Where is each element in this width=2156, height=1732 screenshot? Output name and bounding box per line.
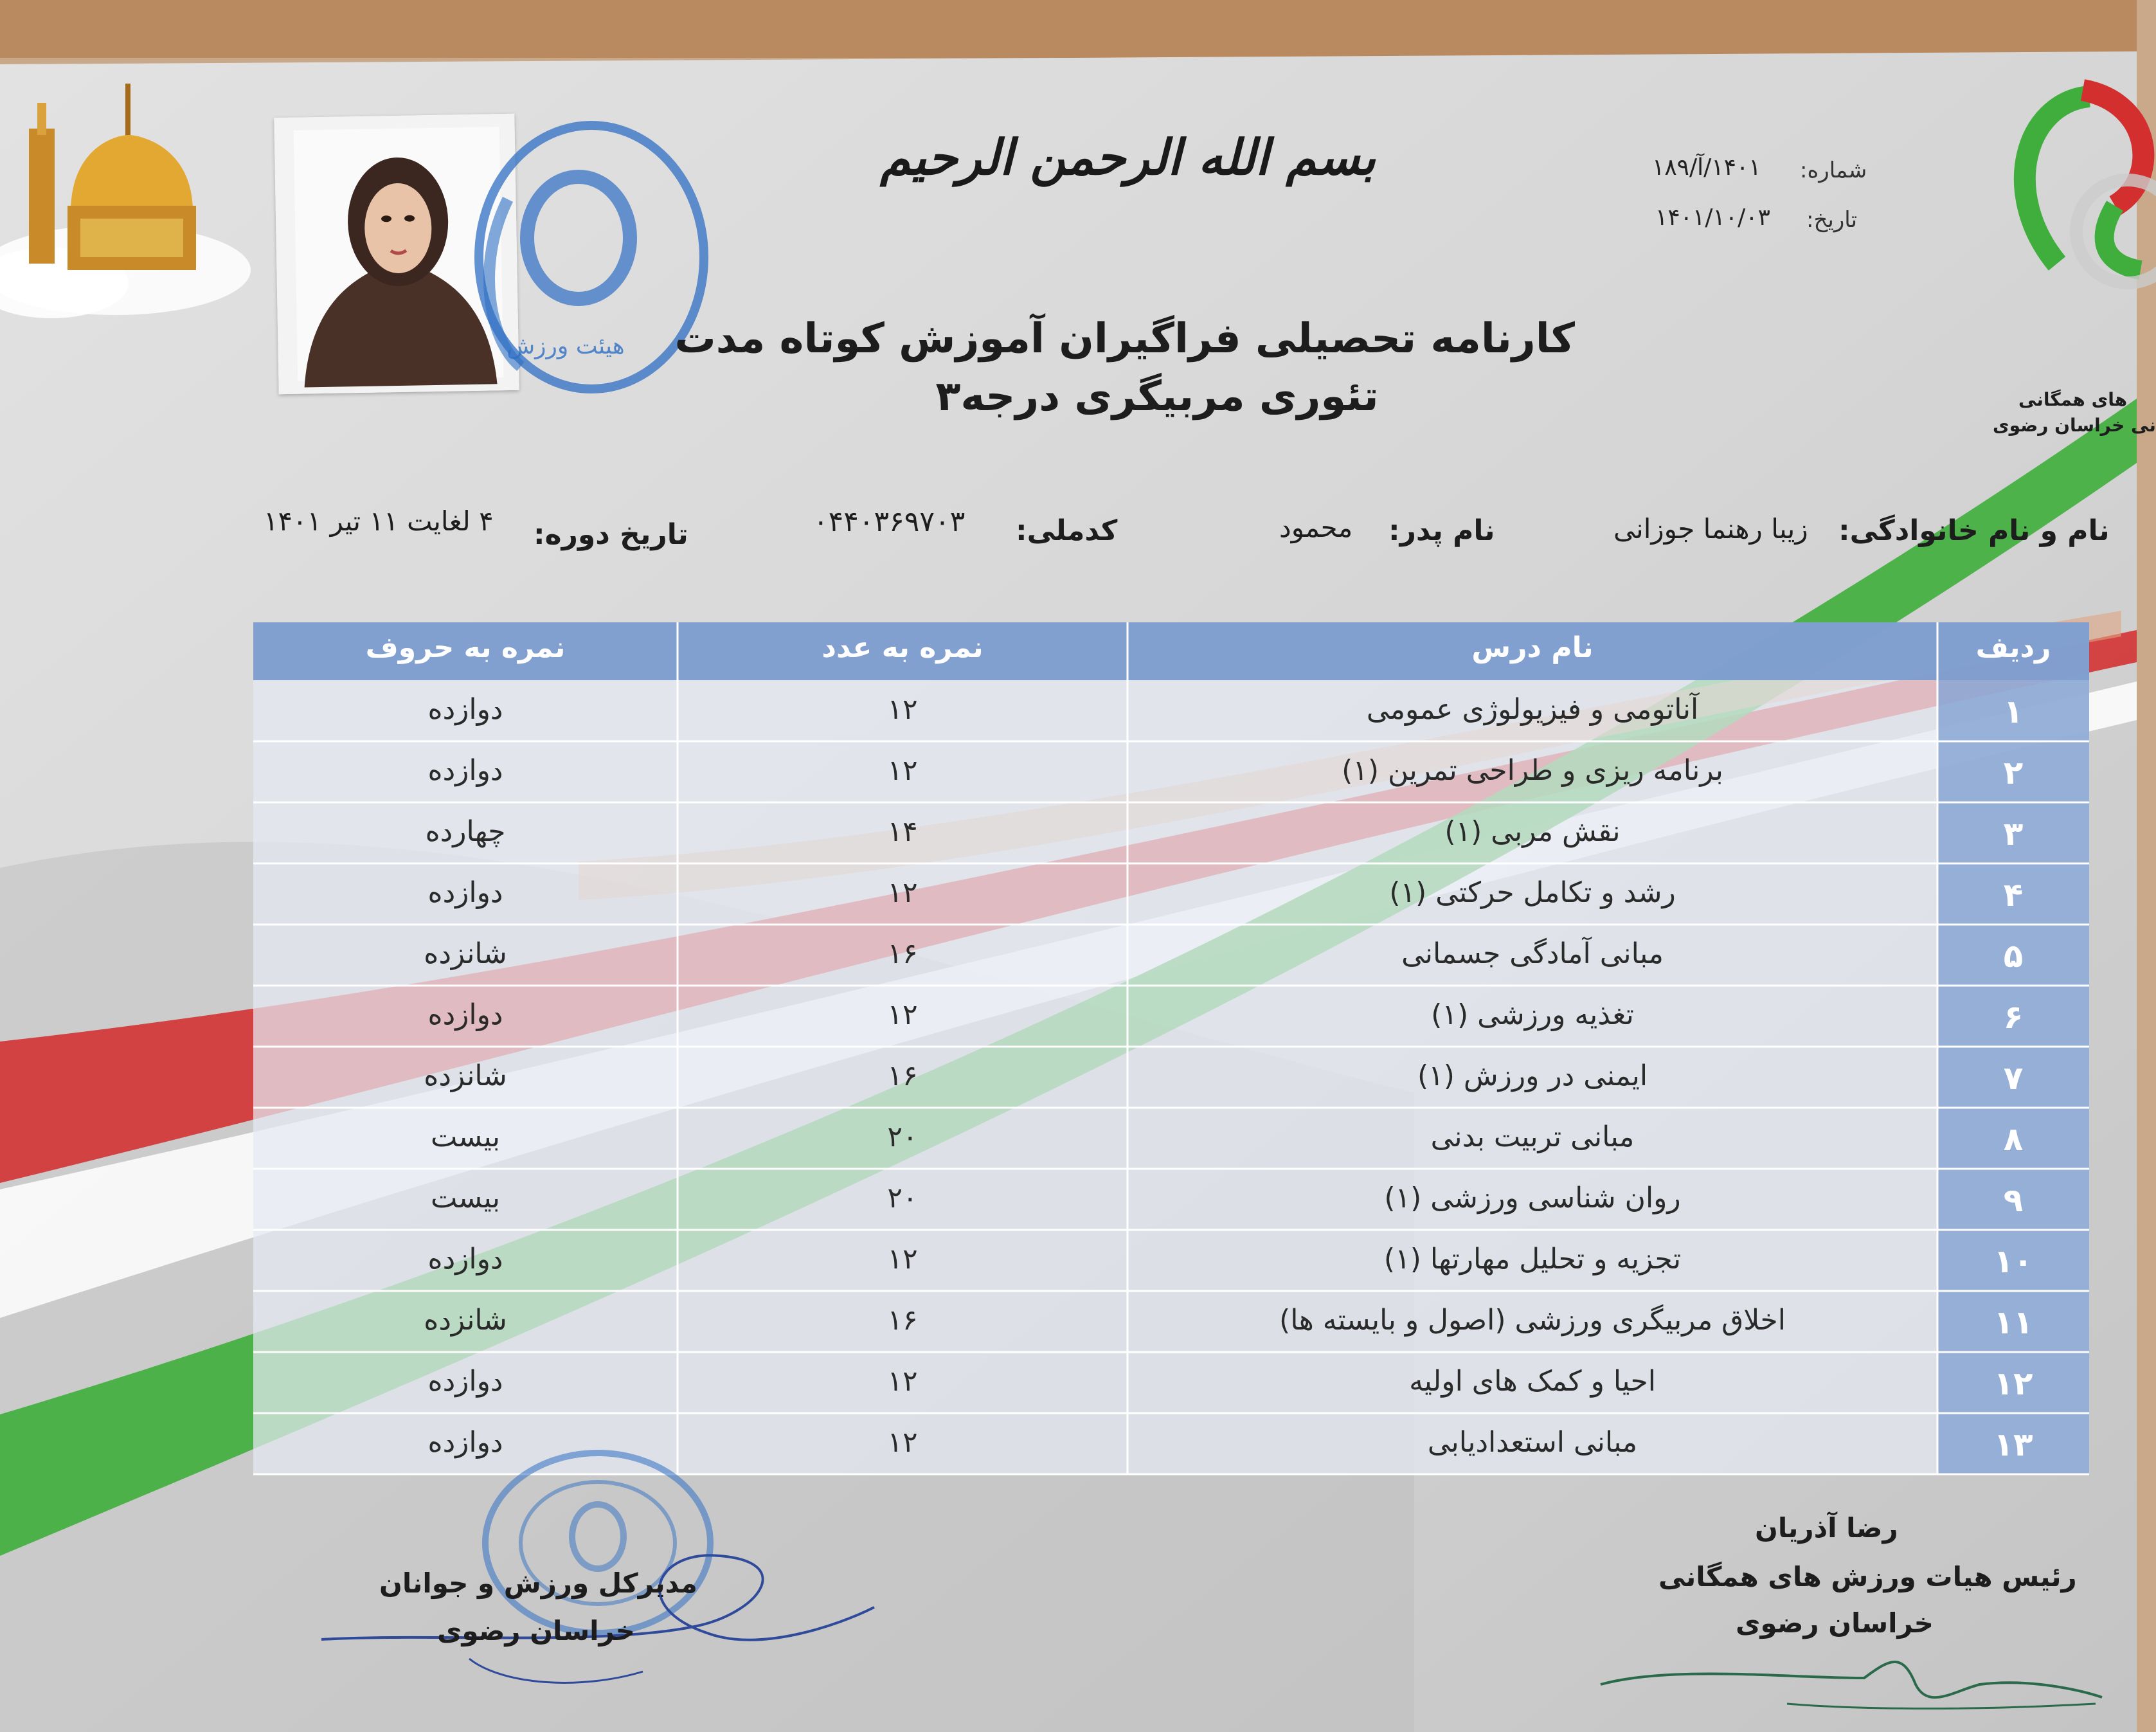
cell-score-number: ۱۲ — [887, 754, 918, 787]
cell-course-name: برنامه ریزی و طراحی تمرین (۱) — [1342, 754, 1723, 787]
table-body-background — [253, 622, 2089, 1474]
cell-score-text: چهارده — [425, 815, 506, 848]
cell-score-text: شانزده — [424, 937, 507, 970]
cell-score-text: دوازده — [427, 1365, 503, 1398]
cell-score-number: ۱۴ — [887, 815, 918, 848]
cell-score-text: دوازده — [427, 998, 503, 1031]
period-value: ۴ لغایت ۱۱ تیر ۱۴۰۱ — [264, 505, 494, 537]
name-label: نام و نام خانوادگی: — [1838, 514, 2110, 547]
cell-row-number: ۱۱ — [1993, 1304, 2033, 1341]
cell-score-number: ۱۶ — [887, 937, 918, 970]
cell-score-number: ۱۶ — [887, 1060, 918, 1092]
cell-score-text: شانزده — [424, 1304, 507, 1337]
cell-course-name: احیا و کمک های اولیه — [1409, 1365, 1656, 1398]
cell-score-number: ۱۲ — [887, 1426, 918, 1459]
grades-table — [253, 622, 2089, 1472]
cell-score-text: بیست — [431, 1182, 500, 1214]
header-score-text: نمره به حروف — [365, 631, 566, 664]
date-label: تاریخ: — [1806, 207, 1858, 233]
cell-course-name: اخلاق مربیگری ورزشی (اصول و بایسته ها) — [1279, 1304, 1786, 1337]
cell-row-number: ۴ — [2003, 876, 2024, 914]
period-label: تاریخ دوره: — [534, 518, 688, 551]
father-label: نام پدر: — [1388, 514, 1495, 547]
cell-course-name: روان شناسی ورزشی (۱) — [1384, 1182, 1681, 1214]
cell-row-number: ۱۳ — [1993, 1426, 2033, 1463]
cell-score-text: بیست — [431, 1121, 500, 1153]
cell-course-name: مبانی آمادگی جسمانی — [1401, 937, 1664, 970]
cell-course-name: تجزیه و تحلیل مهارتها (۱) — [1383, 1243, 1682, 1276]
cell-course-name: رشد و تکامل حرکتی (۱) — [1389, 876, 1676, 909]
right-signatory-title: رئیس هیات ورزش های همگانی — [1658, 1561, 2077, 1592]
document-subtitle: تئوری مربیگری درجه۳ — [935, 373, 1379, 420]
cell-row-number: ۵ — [2003, 937, 2024, 975]
cell-course-name: تغذیه ورزشی (۱) — [1431, 998, 1634, 1031]
number-value: ۱۴۰۱/آ/۱۸۹ — [1652, 154, 1761, 181]
name-value: زیبا رهنما جوزانی — [1613, 513, 1808, 545]
cell-row-number: ۱ — [2003, 693, 2024, 730]
cell-score-text: دوازده — [427, 1243, 503, 1276]
cell-score-text: دوازده — [427, 754, 503, 787]
blue-stamp-top — [450, 109, 720, 411]
stamp-text: هیئت ورزش — [507, 333, 625, 359]
grades-table-grid — [253, 622, 2089, 1472]
left-signatory-title: مدیرکل ورزش و جوانان — [379, 1567, 697, 1599]
cell-course-name: مبانی استعدادیابی — [1427, 1426, 1638, 1459]
cell-row-number: ۷ — [2003, 1060, 2024, 1097]
cell-row-number: ۱۰ — [1993, 1243, 2033, 1280]
cell-course-name: ایمنی در ورزش (۱) — [1417, 1060, 1648, 1092]
cell-score-text: شانزده — [424, 1060, 507, 1092]
cell-score-number: ۱۲ — [887, 1365, 918, 1398]
date-value: ۱۴۰۱/۱۰/۰۳ — [1655, 204, 1770, 231]
cell-score-number: ۱۲ — [887, 876, 918, 909]
federation-logo — [1986, 77, 2141, 309]
number-label: شماره: — [1800, 158, 1867, 183]
cell-score-number: ۲۰ — [887, 1182, 918, 1214]
right-signature — [1594, 1633, 2108, 1729]
cell-course-name: مبانی تربیت بدنی — [1430, 1121, 1635, 1153]
national-id-value: ۰۴۴۰۳۶۹۷۰۳ — [813, 505, 966, 538]
basmala-calligraphy: بسم الله الرحمن الرحیم — [880, 129, 1376, 186]
cell-row-number: ۶ — [2003, 998, 2024, 1036]
cell-row-number: ۲ — [2003, 754, 2024, 791]
header-score-number: نمره به عدد — [822, 631, 984, 664]
document-title: کارنامه تحصیلی فراگیران آموزش کوتاه مدت — [674, 315, 1575, 363]
logo-caption-2: نی خراسان رضوی — [1993, 415, 2156, 436]
cell-score-number: ۱۶ — [887, 1304, 918, 1337]
right-signatory-name: رضا آذریان — [1755, 1512, 1898, 1544]
cell-row-number: ۳ — [2003, 815, 2024, 852]
cell-score-number: ۱۲ — [887, 693, 918, 726]
logo-caption-1: های همگانی — [2018, 389, 2128, 410]
cell-score-number: ۱۲ — [887, 1243, 918, 1276]
cell-score-text: دوازده — [427, 1426, 503, 1459]
cell-score-number: ۲۰ — [887, 1121, 918, 1153]
cell-score-text: دوازده — [427, 876, 503, 909]
cell-course-name: نقش مربی (۱) — [1444, 815, 1621, 848]
cell-score-number: ۱۲ — [887, 998, 918, 1031]
right-signatory-province: خراسان رضوی — [1736, 1607, 1934, 1639]
father-value: محمود — [1279, 512, 1353, 543]
cell-row-number: ۹ — [2003, 1182, 2024, 1219]
header-course-name: نام درس — [1471, 631, 1594, 664]
left-signatory-province: خراسان رضوی — [437, 1615, 635, 1646]
cell-row-number: ۸ — [2003, 1121, 2024, 1158]
cell-score-text: دوازده — [427, 693, 503, 726]
cell-course-name: آناتومی و فیزیولوژی عمومی — [1366, 693, 1699, 726]
cell-row-number: ۱۲ — [1993, 1365, 2033, 1402]
national-id-label: کدملی: — [1016, 514, 1118, 547]
header-row-number: ردیف — [1975, 631, 2051, 664]
